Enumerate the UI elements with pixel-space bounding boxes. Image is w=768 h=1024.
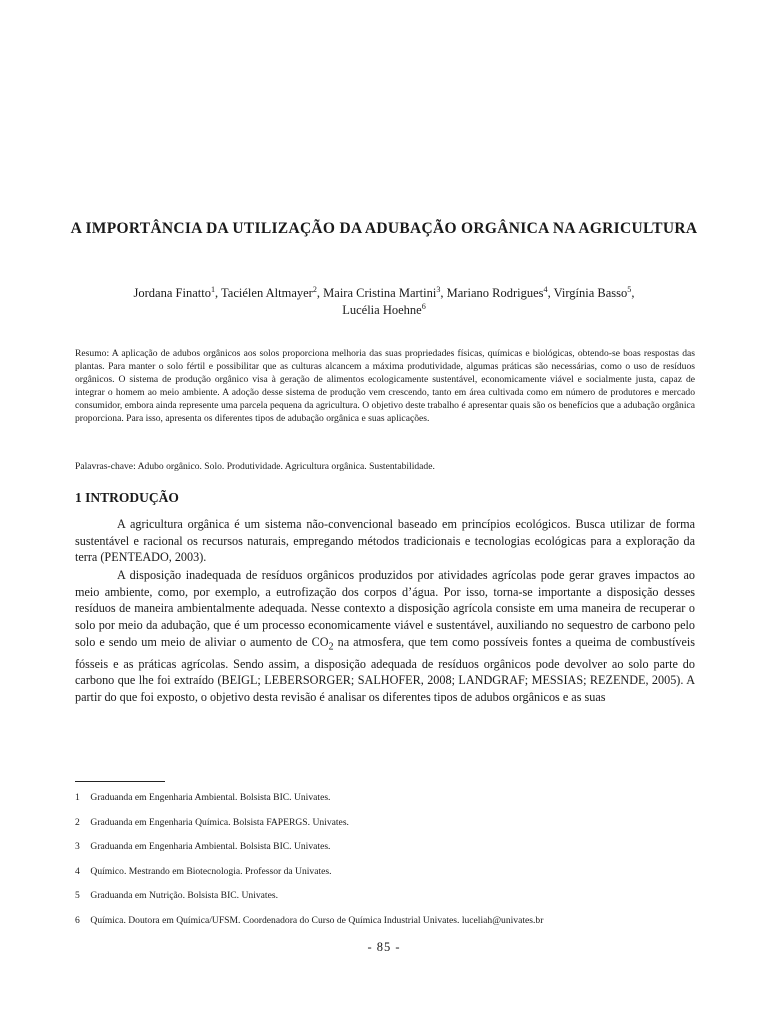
footnote xyxy=(75,816,700,829)
body-text xyxy=(75,516,695,707)
footnote-text: Graduanda em Engenharia Química. Bolsista FAPERGS. Univates. xyxy=(90,816,349,828)
section-heading: 1 INTRODUÇÃO xyxy=(75,490,179,505)
keywords-label: Palavras-chave: xyxy=(75,461,136,472)
footnote-number: 1 xyxy=(75,792,80,803)
footnote-number: 5 xyxy=(75,890,80,901)
footnote-text: Química. Doutora em Química/UFSM. Coordenadora do Curso de Química Industrial Univates. luceliah@univates.br xyxy=(90,914,544,926)
footnote-text: Graduanda em Engenharia Ambiental. Bolsista BIC. Univates. xyxy=(90,792,331,803)
footnote xyxy=(75,914,700,927)
footnote-number: 3 xyxy=(75,841,80,852)
footnote-divider xyxy=(75,781,165,782)
keywords-text: Adubo orgânico. Solo. Produtividade. Agricultura orgânica. Sustentabilidade. xyxy=(137,461,435,472)
footnotes xyxy=(75,791,700,938)
author-list: Jordana Finatto$^1$, Taciélen Altmayer$^2$, Maira Cristina Martini$^3$, Mariano Rodrigues$^4$, Virgínia Basso$^5$, Lucélia Hoehne$^6$ xyxy=(133,284,635,317)
author-name: Lucélia Hoehne xyxy=(342,303,422,317)
keywords xyxy=(75,460,695,473)
author-name: Jordana Finatto xyxy=(133,286,211,300)
footnote xyxy=(75,791,700,804)
page-number: - 85 - xyxy=(367,940,401,954)
paragraph xyxy=(75,567,695,705)
abstract xyxy=(75,347,695,426)
abstract-label: Resumo: xyxy=(75,348,110,359)
author-footnote-mark: 4 xyxy=(543,284,548,294)
abstract-text: A aplicação de adubos orgânicos aos solos proporciona melhoria das suas propriedades físicas, químicas e biológicas, obtendo-se boas respostas das plantas. Para manter o solo fértil e possibilitar que as culturas alcancem a máxima produtividade, algumas práticas são necessárias, como o uso de resíduos orgânicos. O sistema de produção orgânico visa à geração de alimentos ecologicamente sustentável, economicamente viável e socialmente justa, capaz de integrar o homem ao meio ambiente. A adoção desse sistema de produção vem crescendo, tanto em área cultivada como em número de produtores e mercado consumidor, embora ainda represente uma parcela pequena da agricultura. O objetivo deste trabalho é apresentar quais são os benefícios que a adubação orgânica proporciona. Para isso, apresenta os diferentes tipos de adubação orgânica e suas aplicações. xyxy=(75,348,695,425)
author-name: Mariano Rodrigues xyxy=(446,286,544,300)
paragraph-text: A disposição inadequada de resíduos orgânicos produzidos por atividades agrícolas pode gerar graves impactos ao meio ambiente, como, por exemplo, a eutrofização dos corpos d’água. Por isso, torna-se importante a disposição desses resíduos de maneira ambientalmente adequada. Nesse contexto a disposição agrícola consiste em uma maneira de recuperar o solo por meio da adubação, que é um processo economicamente viável e sustentável, auxiliando no sequestro de carbono pelo solo e sendo um meio de aliviar o aumento de CO xyxy=(75,568,695,649)
article-title: A IMPORTÂNCIA DA UTILIZAÇÃO DA ADUBAÇÃO ORGÂNICA NA AGRICULTURA xyxy=(70,220,698,237)
author-footnote-mark: 5 xyxy=(627,284,632,294)
footnote xyxy=(75,865,700,878)
footnote-text: Graduanda em Nutrição. Bolsista BIC. Univates. xyxy=(90,890,278,901)
paragraph-text: na atmosfera, que tem como possíveis fontes a queima de combustíveis fósseis e as práticas agrícolas. Sendo assim, a disposição adequada de resíduos orgânicos pode devolver ao solo parte do carbono que lhe foi extraído (BEIGL; LEBERSORGER; SALHOFER, 2008; LANDGRAF; MESSIAS; REZENDE, 2005). A partir do que foi exposto, o objetivo desta revisão é analisar os diferentes tipos de adubos orgânicos e as suas xyxy=(75,634,695,704)
author-name: Maira Cristina Martini xyxy=(323,286,437,300)
subscript: 2 xyxy=(328,641,334,653)
paragraph: A agricultura orgânica é um sistema não-convencional baseado em princípios ecológicos. Busca utilizar de forma sustentável e racional os recursos naturais, empregando métodos tradicionais e tecnologias ecológicas para a exploração da terra (PENTEADO, 2003). xyxy=(75,517,695,565)
footnote-text: Químico. Mestrando em Biotecnologia. Professor da Univates. xyxy=(90,865,332,877)
author-footnote-mark: 3 xyxy=(436,284,441,294)
footnote xyxy=(75,889,700,902)
footnote-number: 2 xyxy=(75,816,80,828)
author-name: Virgínia Basso xyxy=(553,286,628,300)
author-footnote-mark: 2 xyxy=(312,284,317,294)
author-name: Taciélen Altmayer xyxy=(221,286,313,300)
author-footnote-mark: 1 xyxy=(210,284,216,294)
footnote-number: 4 xyxy=(75,865,80,877)
footnote-text: Graduanda em Engenharia Ambiental. Bolsista BIC. Univates. xyxy=(90,841,331,852)
author-footnote-mark: 6 xyxy=(421,301,426,311)
footnote-number: 6 xyxy=(75,914,80,926)
footnote xyxy=(75,840,700,853)
